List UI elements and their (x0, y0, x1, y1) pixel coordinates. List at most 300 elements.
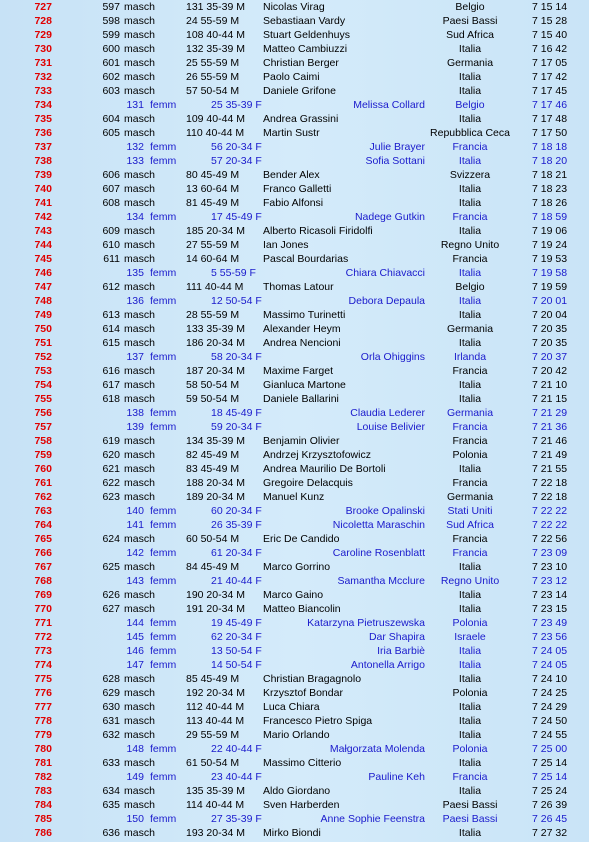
bib-number-cell: 147 (126, 659, 144, 671)
category-cell: 110 40-44 M (186, 127, 245, 139)
category-cell: 61 20-34 F (211, 547, 262, 559)
category-cell: 80 45-49 M (186, 169, 240, 181)
bib-number-cell: 630 (102, 701, 120, 713)
finish-time-cell: 7 26 45 (532, 813, 568, 825)
sex-cell: masch (124, 379, 155, 391)
position-cell: 783 (34, 785, 52, 797)
position-cell: 733 (34, 85, 52, 97)
athlete-name-cell: Nadege Gutkin (354, 211, 425, 223)
finish-time-cell: 7 24 29 (532, 701, 568, 713)
position-cell: 754 (34, 379, 52, 391)
finish-time-cell: 7 19 58 (532, 267, 568, 279)
athlete-name-cell: Orla Ohiggins (360, 351, 425, 363)
position-cell: 767 (34, 561, 52, 573)
athlete-name-cell: Francesco Pietro Spiga (263, 715, 373, 727)
finish-time-cell: 7 20 37 (532, 351, 568, 363)
table-row (0, 756, 589, 770)
nationality-cell: Francia (452, 477, 488, 489)
athlete-name-cell: Antonella Arrigo (350, 659, 425, 671)
finish-time-cell: 7 19 06 (532, 225, 568, 237)
nationality-cell: Italia (458, 701, 482, 713)
athlete-name-cell: Fabio Alfonsi (263, 197, 324, 209)
table-row (0, 644, 589, 658)
table-row (0, 378, 589, 392)
position-cell: 731 (34, 57, 52, 69)
athlete-name-cell: Christian Bragagnolo (263, 673, 362, 685)
nationality-cell: Italia (458, 715, 482, 727)
athlete-name-cell: Anne Sophie Feenstra (320, 813, 425, 825)
sex-cell: masch (124, 15, 155, 27)
position-cell: 747 (34, 281, 52, 293)
finish-time-cell: 7 19 53 (532, 253, 568, 265)
table-row (0, 252, 589, 266)
nationality-cell: Italia (458, 225, 482, 237)
athlete-name-cell: Matteo Biancolin (263, 603, 341, 615)
sex-cell: femm (150, 267, 177, 279)
sex-cell: masch (124, 43, 155, 55)
table-row (0, 462, 589, 476)
bib-number-cell: 613 (102, 309, 120, 321)
table-row (0, 602, 589, 616)
nationality-cell: Italia (458, 71, 482, 83)
table-row (0, 560, 589, 574)
finish-time-cell: 7 17 48 (532, 113, 568, 125)
nationality-cell: Italia (458, 589, 482, 601)
sex-cell: masch (124, 673, 155, 685)
table-row (0, 112, 589, 126)
bib-number-cell: 631 (102, 715, 120, 727)
table-row (0, 770, 589, 784)
nationality-cell: Svizzera (449, 169, 491, 181)
position-cell: 740 (34, 183, 52, 195)
sex-cell: masch (124, 127, 155, 139)
position-cell: 781 (34, 757, 52, 769)
table-row (0, 630, 589, 644)
position-cell: 755 (34, 393, 52, 405)
athlete-name-cell: Brooke Opalinski (345, 505, 425, 517)
bib-number-cell: 137 (126, 351, 144, 363)
finish-time-cell: 7 23 15 (532, 603, 568, 615)
sex-cell: masch (124, 225, 155, 237)
bib-number-cell: 143 (126, 575, 144, 587)
position-cell: 734 (34, 99, 52, 111)
nationality-cell: Paesi Bassi (442, 15, 498, 27)
category-cell: 62 20-34 F (211, 631, 262, 643)
position-cell: 760 (34, 463, 52, 475)
sex-cell: masch (124, 603, 155, 615)
bib-number-cell: 148 (126, 743, 144, 755)
finish-time-cell: 7 23 56 (532, 631, 568, 643)
athlete-name-cell: Gregoire Delacquis (263, 477, 353, 489)
nationality-cell: Germania (446, 323, 494, 335)
table-row (0, 322, 589, 336)
finish-time-cell: 7 18 26 (532, 197, 568, 209)
bib-number-cell: 603 (102, 85, 120, 97)
bib-number-cell: 604 (102, 113, 120, 125)
position-cell: 752 (34, 351, 52, 363)
sex-cell: femm (150, 575, 177, 587)
bib-number-cell: 600 (102, 43, 120, 55)
position-cell: 749 (34, 309, 52, 321)
athlete-name-cell: Andrea Grassini (263, 113, 339, 125)
category-cell: 57 20-34 F (211, 155, 262, 167)
position-cell: 736 (34, 127, 52, 139)
category-cell: 82 45-49 M (186, 449, 240, 461)
athlete-name-cell: Iria Barbiè (377, 645, 425, 657)
category-cell: 57 50-54 M (186, 85, 240, 97)
bib-number-cell: 628 (102, 673, 120, 685)
athlete-name-cell: Daniele Grifone (263, 85, 336, 97)
position-cell: 777 (34, 701, 52, 713)
nationality-cell: Italia (458, 659, 482, 671)
athlete-name-cell: Daniele Ballarini (263, 393, 339, 405)
finish-time-cell: 7 17 45 (532, 85, 568, 97)
sex-cell: masch (124, 449, 155, 461)
table-row (0, 686, 589, 700)
sex-cell: femm (150, 141, 177, 153)
table-row (0, 168, 589, 182)
athlete-name-cell: Louise Belivier (356, 421, 425, 433)
category-cell: 17 45-49 F (211, 211, 262, 223)
table-row (0, 294, 589, 308)
finish-time-cell: 7 23 09 (532, 547, 568, 559)
position-cell: 779 (34, 729, 52, 741)
position-cell: 728 (34, 15, 52, 27)
position-cell: 738 (34, 155, 52, 167)
athlete-name-cell: Caroline Rosenblatt (332, 547, 425, 559)
bib-number-cell: 610 (102, 239, 120, 251)
table-row (0, 98, 589, 112)
finish-time-cell: 7 18 59 (532, 211, 568, 223)
table-row (0, 350, 589, 364)
athlete-name-cell: Andrzej Krzysztofowicz (263, 449, 371, 461)
sex-cell: masch (124, 365, 155, 377)
position-cell: 780 (34, 743, 52, 755)
nationality-cell: Irlanda (453, 351, 487, 363)
table-row (0, 798, 589, 812)
bib-number-cell: 615 (102, 337, 120, 349)
sex-cell: masch (124, 57, 155, 69)
bib-number-cell: 601 (102, 57, 120, 69)
table-row (0, 196, 589, 210)
sex-cell: masch (124, 85, 155, 97)
finish-time-cell: 7 24 10 (532, 673, 568, 685)
nationality-cell: Francia (452, 253, 488, 265)
bib-number-cell: 598 (102, 15, 120, 27)
table-row (0, 70, 589, 84)
bib-number-cell: 150 (126, 813, 144, 825)
nationality-cell: Israele (454, 631, 486, 643)
athlete-name-cell: Martin Sustr (263, 127, 320, 139)
nationality-cell: Italia (458, 393, 482, 405)
sex-cell: masch (124, 1, 155, 13)
finish-time-cell: 7 17 42 (532, 71, 568, 83)
bib-number-cell: 627 (102, 603, 120, 615)
table-row (0, 224, 589, 238)
category-cell: 114 40-44 M (186, 799, 245, 811)
position-cell: 751 (34, 337, 52, 349)
category-cell: 81 45-49 M (186, 197, 240, 209)
nationality-cell: Francia (452, 547, 488, 559)
category-cell: 14 50-54 F (211, 659, 262, 671)
table-row (0, 336, 589, 350)
position-cell: 748 (34, 295, 52, 307)
finish-time-cell: 7 19 24 (532, 239, 568, 251)
bib-number-cell: 146 (126, 645, 144, 657)
category-cell: 5 55-59 F (211, 267, 256, 279)
finish-time-cell: 7 18 23 (532, 183, 568, 195)
bib-number-cell: 131 (126, 99, 144, 111)
nationality-cell: Italia (458, 785, 482, 797)
bib-number-cell: 617 (102, 379, 120, 391)
finish-time-cell: 7 16 42 (532, 43, 568, 55)
category-cell: 27 55-59 M (186, 239, 240, 251)
category-cell: 109 40-44 M (186, 113, 245, 125)
finish-time-cell: 7 23 12 (532, 575, 568, 587)
nationality-cell: Italia (458, 197, 482, 209)
category-cell: 12 50-54 F (211, 295, 262, 307)
nationality-cell: Francia (452, 365, 488, 377)
table-row (0, 126, 589, 140)
finish-time-cell: 7 24 05 (532, 659, 568, 671)
position-cell: 769 (34, 589, 52, 601)
finish-time-cell: 7 24 50 (532, 715, 568, 727)
finish-time-cell: 7 21 55 (532, 463, 568, 475)
sex-cell: masch (124, 393, 155, 405)
athlete-name-cell: Eric De Candido (263, 533, 340, 545)
nationality-cell: Italia (458, 673, 482, 685)
position-cell: 745 (34, 253, 52, 265)
bib-number-cell: 138 (126, 407, 144, 419)
sex-cell: femm (150, 99, 177, 111)
athlete-name-cell: Maxime Farget (263, 365, 334, 377)
finish-time-cell: 7 15 14 (532, 1, 568, 13)
bib-number-cell: 599 (102, 29, 120, 41)
table-row (0, 406, 589, 420)
position-cell: 737 (34, 141, 52, 153)
sex-cell: femm (150, 659, 177, 671)
athlete-name-cell: Manuel Kunz (263, 491, 325, 503)
sex-cell: masch (124, 477, 155, 489)
bib-number-cell: 618 (102, 393, 120, 405)
finish-time-cell: 7 24 55 (532, 729, 568, 741)
table-row (0, 238, 589, 252)
athlete-name-cell: Nicoletta Maraschin (332, 519, 425, 531)
table-row (0, 714, 589, 728)
category-cell: 26 55-59 M (186, 71, 240, 83)
table-row (0, 42, 589, 56)
bib-number-cell: 614 (102, 323, 120, 335)
nationality-cell: Sud Africa (446, 29, 494, 41)
bib-number-cell: 612 (102, 281, 120, 293)
finish-time-cell: 7 27 32 (532, 827, 568, 839)
position-cell: 763 (34, 505, 52, 517)
category-cell: 25 35-39 F (211, 99, 262, 111)
sex-cell: masch (124, 239, 155, 251)
finish-time-cell: 7 25 14 (532, 757, 568, 769)
table-row (0, 182, 589, 196)
nationality-cell: Italia (458, 113, 482, 125)
nationality-cell: Paesi Bassi (442, 813, 498, 825)
nationality-cell: Belgio (455, 1, 485, 13)
category-cell: 188 20-34 M (186, 477, 245, 489)
nationality-cell: Regno Unito (440, 575, 500, 587)
table-row (0, 490, 589, 504)
finish-time-cell: 7 20 04 (532, 309, 568, 321)
table-row (0, 0, 589, 14)
finish-time-cell: 7 21 36 (532, 421, 568, 433)
nationality-cell: Polonia (452, 687, 488, 699)
position-cell: 759 (34, 449, 52, 461)
table-row (0, 574, 589, 588)
athlete-name-cell: Massimo Turinetti (263, 309, 346, 321)
finish-time-cell: 7 20 01 (532, 295, 568, 307)
table-row (0, 448, 589, 462)
athlete-name-cell: Pascal Bourdarias (263, 253, 349, 265)
athlete-name-cell: Małgorzata Molenda (329, 743, 425, 755)
finish-time-cell: 7 17 50 (532, 127, 568, 139)
category-cell: 112 40-44 M (186, 701, 245, 713)
position-cell: 776 (34, 687, 52, 699)
sex-cell: femm (150, 547, 177, 559)
position-cell: 758 (34, 435, 52, 447)
nationality-cell: Stati Uniti (447, 505, 493, 517)
finish-time-cell: 7 22 18 (532, 477, 568, 489)
table-row (0, 588, 589, 602)
bib-number-cell: 636 (102, 827, 120, 839)
position-cell: 757 (34, 421, 52, 433)
sex-cell: femm (150, 351, 177, 363)
finish-time-cell: 7 23 14 (532, 589, 568, 601)
sex-cell: masch (124, 533, 155, 545)
position-cell: 732 (34, 71, 52, 83)
category-cell: 14 60-64 M (186, 253, 240, 265)
nationality-cell: Polonia (452, 743, 488, 755)
sex-cell: masch (124, 253, 155, 265)
athlete-name-cell: Alberto Ricasoli Firidolfi (263, 225, 373, 237)
position-cell: 766 (34, 547, 52, 559)
bib-number-cell: 622 (102, 477, 120, 489)
position-cell: 739 (34, 169, 52, 181)
sex-cell: masch (124, 113, 155, 125)
table-row (0, 28, 589, 42)
athlete-name-cell: Samantha Mcclure (337, 575, 425, 587)
table-row (0, 812, 589, 826)
category-cell: 59 50-54 M (186, 393, 240, 405)
sex-cell: masch (124, 589, 155, 601)
athlete-name-cell: Ian Jones (263, 239, 309, 251)
bib-number-cell: 134 (126, 211, 144, 223)
sex-cell: masch (124, 715, 155, 727)
sex-cell: femm (150, 617, 177, 629)
bib-number-cell: 602 (102, 71, 120, 83)
sex-cell: masch (124, 169, 155, 181)
position-cell: 775 (34, 673, 52, 685)
bib-number-cell: 142 (126, 547, 144, 559)
athlete-name-cell: Sofia Sottani (365, 155, 425, 167)
bib-number-cell: 621 (102, 463, 120, 475)
athlete-name-cell: Julie Brayer (369, 141, 425, 153)
bib-number-cell: 607 (102, 183, 120, 195)
athlete-name-cell: Katarzyna Pietruszewska (307, 617, 425, 629)
finish-time-cell: 7 26 39 (532, 799, 568, 811)
category-cell: 59 20-34 F (211, 421, 262, 433)
category-cell: 26 35-39 F (211, 519, 262, 531)
category-cell: 113 40-44 M (186, 715, 245, 727)
sex-cell: masch (124, 729, 155, 741)
finish-time-cell: 7 22 22 (532, 505, 568, 517)
bib-number-cell: 611 (103, 253, 120, 265)
table-row (0, 518, 589, 532)
category-cell: 19 45-49 F (211, 617, 262, 629)
category-cell: 56 20-34 F (211, 141, 262, 153)
category-cell: 134 35-39 M (186, 435, 245, 447)
athlete-name-cell: Chiara Chiavacci (345, 267, 425, 279)
position-cell: 765 (34, 533, 52, 545)
nationality-cell: Italia (458, 155, 482, 167)
position-cell: 786 (34, 827, 52, 839)
nationality-cell: Italia (458, 561, 482, 573)
position-cell: 784 (34, 799, 52, 811)
position-cell: 764 (34, 519, 52, 531)
category-cell: 185 20-34 M (186, 225, 245, 237)
finish-time-cell: 7 22 22 (532, 519, 568, 531)
athlete-name-cell: Krzysztof Bondar (263, 687, 343, 699)
category-cell: 187 20-34 M (186, 365, 245, 377)
sex-cell: masch (124, 281, 155, 293)
position-cell: 729 (34, 29, 52, 41)
category-cell: 13 50-54 F (211, 645, 262, 657)
category-cell: 186 20-34 M (186, 337, 245, 349)
position-cell: 778 (34, 715, 52, 727)
athlete-name-cell: Luca Chiara (263, 701, 320, 713)
category-cell: 18 45-49 F (211, 407, 262, 419)
position-cell: 762 (34, 491, 52, 503)
bib-number-cell: 625 (102, 561, 120, 573)
nationality-cell: Italia (458, 183, 482, 195)
position-cell: 771 (34, 617, 52, 629)
finish-time-cell: 7 21 10 (532, 379, 568, 391)
category-cell: 13 60-64 M (186, 183, 240, 195)
category-cell: 28 55-59 M (186, 309, 240, 321)
sex-cell: femm (150, 421, 177, 433)
position-cell: 741 (34, 197, 52, 209)
category-cell: 60 20-34 F (211, 505, 262, 517)
sex-cell: masch (124, 337, 155, 349)
finish-time-cell: 7 21 29 (532, 407, 568, 419)
finish-time-cell: 7 24 05 (532, 645, 568, 657)
position-cell: 750 (34, 323, 52, 335)
table-row (0, 742, 589, 756)
position-cell: 730 (34, 43, 52, 55)
nationality-cell: Germania (446, 57, 494, 69)
athlete-name-cell: Thomas Latour (263, 281, 334, 293)
athlete-name-cell: Sven Harberden (263, 799, 340, 811)
nationality-cell: Italia (458, 379, 482, 391)
table-row (0, 266, 589, 280)
sex-cell: femm (150, 295, 177, 307)
nationality-cell: Francia (452, 421, 488, 433)
sex-cell: femm (150, 407, 177, 419)
nationality-cell: Francia (452, 211, 488, 223)
table-row (0, 658, 589, 672)
finish-time-cell: 7 21 15 (532, 393, 568, 405)
athlete-name-cell: Franco Galletti (263, 183, 332, 195)
bib-number-cell: 626 (102, 589, 120, 601)
category-cell: 27 35-39 F (211, 813, 262, 825)
position-cell: 727 (34, 1, 52, 13)
category-cell: 25 55-59 M (186, 57, 240, 69)
